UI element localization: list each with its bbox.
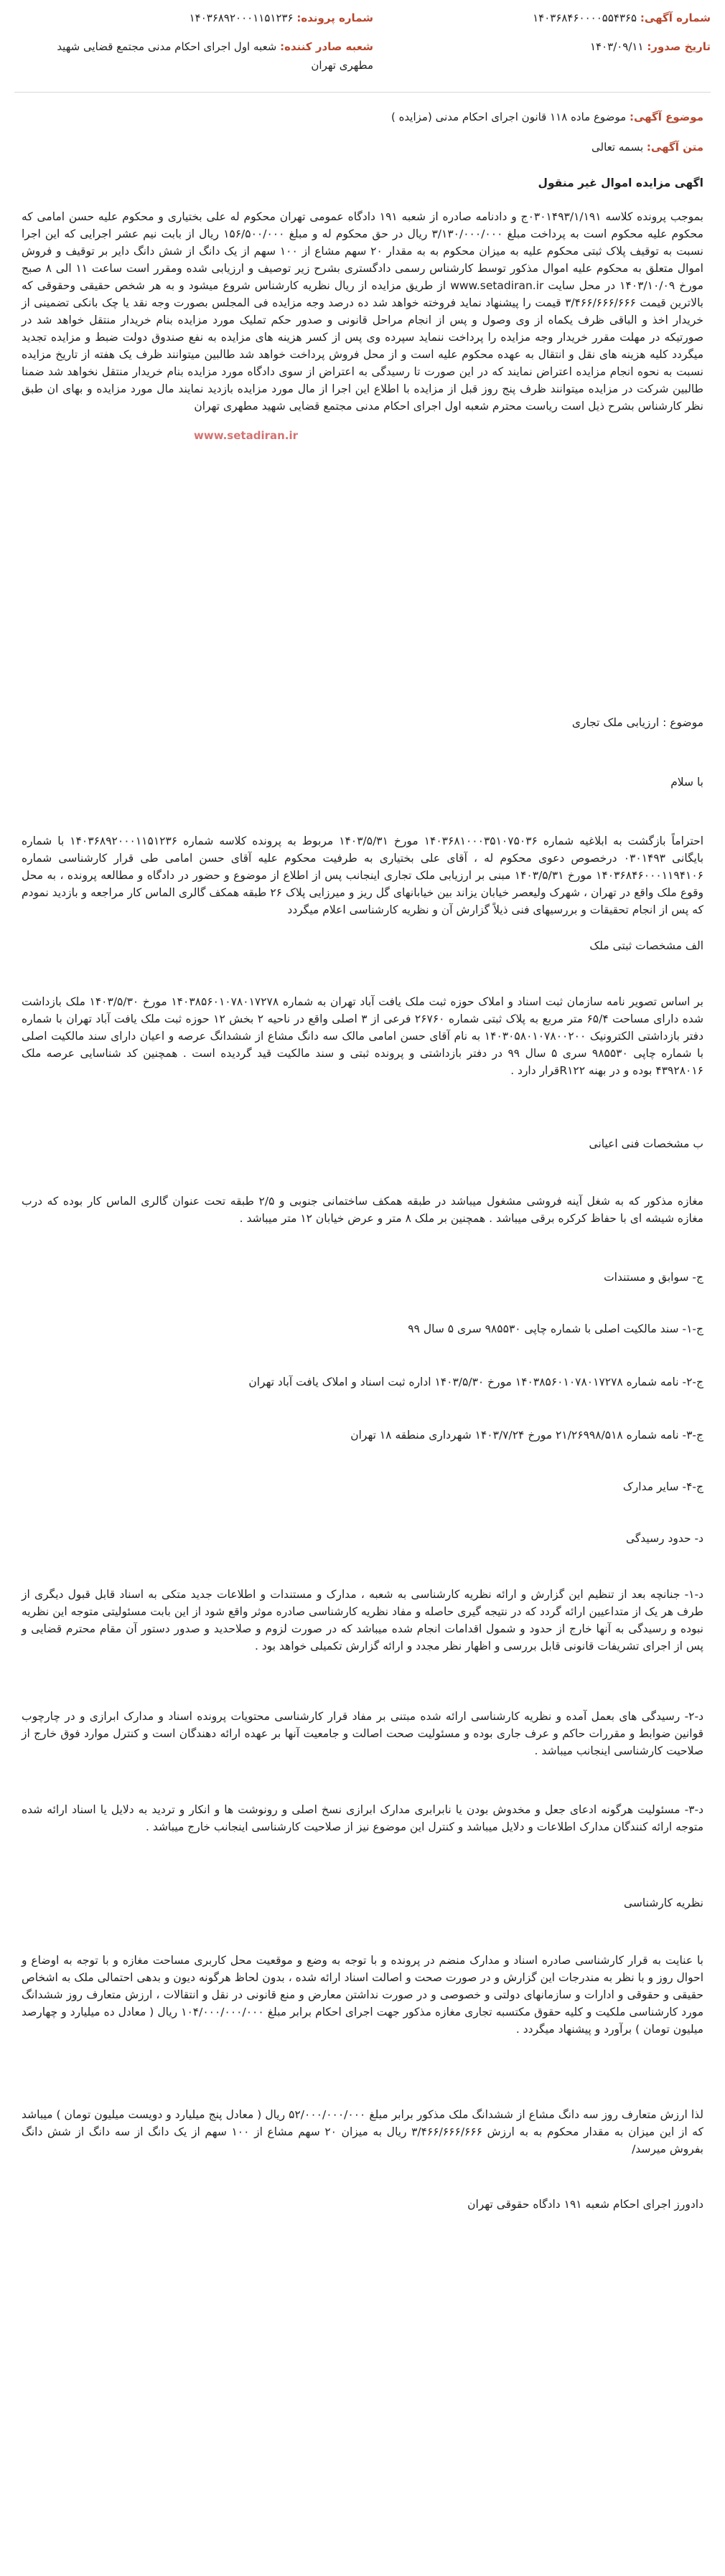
auction-paragraph: بموجب پرونده کلاسه ۰۳۰۱۴۹۳/۱/۱۹۱ج و دادنامه صادره از شعبه ۱۹۱ دادگاه عمومی تهران محکوم له علی بختیاری و محکوم علیه حسن امامی که محکوم علیه محکوم است به پرداخت مبلغ ۳/۱۳۰/۰۰۰/۰۰۰ ریال در حق محکوم له و مبلغ ۱۵۶/۵۰۰/۰۰۰ ریال از بابت نیم عشر اجرایی که این اجرا نسبت به توقیف پلاک ثبتی محکوم علیه به میزان محکوم به به مقدار ۲۰ سهم مشاع از ۱۰۰ سهم از یک دانگ از شش دانگ دایر بر توقیف و فروش اموال متعلق به محکوم علیه اموال مذکور توسط کارشناس رسمی دادگستری بشرح زیر توصیف و ارزیابی شده ومقرر است ساعت ۱۱ الی ۸ صبح مورخ ۱۴۰۳/۱۰/۰۹ در محل سایت www.setadiran.ir از طریق مزایده از ریال نظریه کارشناس شروع میشود و به هر شخص حقیقی وحقوقی که بالاترین قیمت ۳/۴۶۶/۶۶۶/۶۶۶ قیمت را پیشنهاد نماید فروخته خواهد شد ده درصد وجه مزایده فی المجلس بصورت وجه نقد یا چک بانکی تضمینی از خریدار اخذ و الباقی ظرف یکماه از وی وصول و پس از انجام مراحل قانونی و صدور حکم تملیک مورد مزایده بنام خریدار منتقل خواهد شد در صورتیکه در مهلت مقرر خریدار وجه مزایده را پرداخت ننماید سپرده وی پس از کسر هزینه های مزایده به نفع صندوق دولت ضبط و مزایده تجدید میگردد کلیه هزینه های نقل و انتقال به عهده محکوم علیه است و از محل فروش پرداخت خواهد شد طالبین میتوانند ظرف یک هفته از تاریخ مزایده نسبت به نحوه انجام مزایده اعتراض نمایند که در این صورت تا رسیدگی به اعتراض از سوی دادگاه مورد مزایده بنام خریدار منتقل نخواهد شد ضمنا طالبین شرکت در مزایده میتوانند ظرف پنج روز قبل از مزایده با اطلاع این اجرا از مال مورد مزایده بازدید نمایند مال مورد مزایده و بهای ان طبق نظر کارشناس بشرح ذیل است ریاست محترم شعبه اول اجرای احکام مدنی مجتمع قضایی شهید مطهری تهران bbox=[22, 210, 703, 413]
doc-c3: ج-۳- نامه شماره ۲۱/۲۶۹۹۸/۵۱۸ مورخ ۱۴۰۳/۷/۲۴ شهرداری منطقه ۱۸ تهران bbox=[350, 1429, 703, 1442]
clause-d1: د-۱- جنانچه بعد از تنظیم این گزارش و ارائه نظریه کارشناسی به شعبه ، مدارک و مستندات و اطلاعات جدید متکی به اسناد قابل قبول دیگری از طرف هر یک از متداعیین ارائه گردد که در نتیجه گیری حاصله و مفاد نظریه کارشناسی صادره موثر واقع شود از این بابت مسئولیتی متوجه این نظریه نبوده و رسیدگی به آنها خارج از حدود و شمول اقدامات انجام شده میباشد که در صورت لزوم و صلاحدید و صدور دستور آن مقام محترم قضایی و پس از اجرای تشریفات قانونی قابل بررسی و اظهار نظر مجدد و ارائه گزارش تکمیلی خواهد بود . bbox=[22, 1588, 703, 1653]
ad-text-head bbox=[22, 138, 703, 156]
issue-date-label: تاریخ صدور: bbox=[647, 40, 711, 53]
section-a-title: الف مشخصات ثبتی ملک bbox=[589, 939, 703, 952]
issuer-label: شعبه صادر کننده: bbox=[280, 40, 373, 53]
text-heading: بسمه تعالی bbox=[591, 141, 644, 154]
doc-c4: ج-۴- سایر مدارک bbox=[622, 1480, 703, 1493]
section-d-title: د- حدود رسیدگی bbox=[625, 1532, 703, 1545]
site-watermark: www.setadiran.ir bbox=[194, 429, 299, 442]
text-label: متن آگهی: bbox=[646, 141, 703, 154]
ad-number-field bbox=[533, 9, 711, 27]
subject-text: موضوع ماده ۱۱۸ قانون اجرای احکام مدنی (مزایده ) bbox=[390, 111, 627, 123]
subject-label: موضوع آگهی: bbox=[629, 111, 703, 123]
section-c-title: ج- سوابق و مستندات bbox=[604, 1271, 703, 1284]
technical-paragraph: مغازه مذکور که به شغل آینه فروشی مشغول میباشد در طبقه همکف ساختمانی جنوبی و ۲/۵ طبقه تحت عنوان گالری الماس کار بوده که درب مغازه شیشه ای با حفاظ کرکره برقی میباشد . همچنین بر ملک ۸ متر و عرض خیابان ۱۲ متر میباشد . bbox=[22, 1195, 703, 1225]
ad-number-label: شماره آگهی: bbox=[640, 11, 711, 24]
issue-date: ۱۴۰۳/۰۹/۱۱ bbox=[589, 40, 644, 53]
dossier-label: شماره پرونده: bbox=[296, 11, 373, 24]
clause-d3: د-۳- مسئولیت هرگونه ادعای جعل و مخدوش بودن یا نابرابری مدارک ابرازی نسخ اصلی و رونوشت ها و انکار و تردید به دلایل یا اسناد ارائه شده متوجه ارائه کنندگان مدارک اطلاعات و دلایل میباشد و کنترل این موضوع نیز از صلاحیت کارشناسی اینجانب خارج میباشد . bbox=[22, 1803, 703, 1833]
ad-number: ۱۴۰۳۶۸۴۶۰۰۰۰۵۵۴۳۶۵ bbox=[533, 11, 637, 24]
signature-line: دادورز اجرای احکام شعبه ۱۹۱ دادگاه حقوقی تهران bbox=[467, 2198, 703, 2211]
greeting: با سلام bbox=[670, 776, 703, 789]
opinion-title: نظریه کارشناسی bbox=[623, 1896, 703, 1909]
issuer-name: شعبه اول اجرای احکام مدنی مجتمع قضایی شهید مطهری تهران bbox=[57, 40, 373, 72]
section-b-title: ب مشخصات فنی اعیانی bbox=[589, 1137, 703, 1150]
conclusion-paragraph: لذا ارزش متعارف روز سه دانگ مشاع از ششدانگ ملک مذکور برابر مبلغ ۵۲/۰۰۰/۰۰۰/۰۰۰ ریال ( معادل پنج میلیارد و دویست میلیون تومان ) میباشد که از این میزان به مقدار محکوم به به ارزش ۳/۴۶۶/۶۶۶/۶۶۶ ریال به میزان ۲۰ سهم مشاع از ۱۰۰ سهم از یک دانگ از سه دانگ از شش دانگ بفروش میرسد/ bbox=[22, 2108, 704, 2156]
header-divider bbox=[14, 92, 711, 93]
ad-subject bbox=[22, 108, 703, 126]
doc-c1: ج-۱- سند مالکیت اصلی با شماره چاپی ۹۸۵۵۳۰ سری ۵ سال ۹۹ bbox=[408, 1322, 703, 1335]
dossier-field bbox=[190, 9, 373, 27]
ad-header bbox=[14, 0, 711, 93]
issuer-field bbox=[36, 37, 373, 75]
clause-d2: د-۲- رسیدگی های بعمل آمده و نظریه کارشناسی ارائه شده مبتنی بر مفاد قرار کارشناسی محتویات پرونده اسناد و مدارک ابرازی و در چارچوب قوانین ضوابط و مقررات حاکم و عرف جاری بوده و مسئولیت صحت اصالت و جامعیت آنها بر عهده ارائه دهندگان است و کنترل موارد فوق خارج از صلاحیت کارشناسی اینجانب میباشد . bbox=[22, 1710, 703, 1757]
dossier-number: ۱۴۰۳۶۸۹۲۰۰۰۱۱۵۱۲۳۶ bbox=[189, 11, 294, 24]
opinion-paragraph: با عنایت به قرار کارشناسی صادره اسناد و مدارک منضم در پرونده و با توجه به وضع و موقعیت محل کاربری مساحت مغازه و با توجه به اوضاع و احوال روز و با نظر به مندرجات این گزارش و در صورت صحت و اصالت اسناد ارائه شده ، بدون لحاظ هرگونه دیون و بدهی احتمالی ملک به اشخاص حقیقی و حقوقی و ادارات و سازمانهای دولتی و خصوصی و در صورت نداشتن معارض و منع قانونی در نقل و انتقالات ، ارزش متعارف روز ششدانگ مورد کارشناسی ملکیت و کلیه حقوق مکتسبه تجاری مغازه مذکور جهت اجرای احکام برابر مبلغ ۱۰۴/۰۰۰/۰۰۰/۰۰۰ ریال ( معادل ده میلیارد و چهارصد میلیون تومان ) برآورد و پیشنهاد میگردد . bbox=[22, 1954, 703, 2036]
issue-date-field bbox=[590, 37, 711, 56]
registry-paragraph: بر اساس تصویر نامه سازمان ثبت اسناد و املاک حوزه ثبت ملک یافت آباد تهران به شماره ۱۴۰۳۸۵۶۰۱۰۷۸۰۱۷۲۷۸ مورخ ۱۴۰۳/۵/۳۰ ملک بازداشت شده دارای مساحت ۶۵/۴ متر مربع به پلاک ثبتی شماره ۲۶۷۶۰ فرعی از ۳ اصلی واقع در ناحیه ۲ بخش ۱۲ حوزه ثبت ملک یافت آباد تهران با شماره دفتر بازداشتی الکترونیک ۱۴۰۳۰۵۸۰۱۰۷۸۰۰۲۰۰ به نام آقای حسن امامی مالک سه دانگ مشاع از ششدانگ عرصه و اعیان دارای سند مالکیت اصلی با شماره چاپی ۹۸۵۵۳۰ سری ۵ سال ۹۹ در دفتر بازداشتی و پرونده ثبتی و سند مالکیت قید گردیده است . همچنین کد شناسایی عرصه ملک ۴۳۹۲۸۰۱۶ بوده و در بهنه R۱۲۲قرار دارد . bbox=[22, 995, 704, 1077]
auction-title: اگهی مزایده اموال غیر منقول bbox=[538, 177, 703, 189]
report-subject: موضوع : ارزیابی ملک تجاری bbox=[571, 716, 703, 729]
intro-paragraph: احتراماً بازگشت به ابلاغیه شماره ۱۴۰۳۶۸۱۰۰۰۳۵۱۰۷۵۰۳۶ مورخ ۱۴۰۳/۵/۳۱ مربوط به پرونده کلاسه شماره ۱۴۰۳۶۸۹۲۰۰۰۱۱۵۱۲۳۶ با شماره بایگانی ۰۳۰۱۴۹۳ درخصوص دعوی محکوم له ، آقای علی بختیاری به طرفیت محکوم علیه آقای حسن امامی طی قرار کارشناسی شماره ۱۴۰۳۶۸۴۶۰۰۰۱۱۹۴۱۰۶ مورخ ۱۴۰۳/۵/۳۱ مبنی بر ارزیابی ملک تجاری اینجانب پس از اطلاع از موضوع و حضور در دادگاه و مطالعه پرونده ، به محل وقوع ملک واقع در تهران ، شهرک ولیعصر خیابان یزاند بین خیابانهای گل ریز و میرزایی پلاک ۲۶ طبقه همکف گالری الماس کار مراجعه و بازدید نمودم که پس از انجام تحقیقات و بررسیهای فنی ذیلاً گزارش آن و نظریه کارشناسی اعلام میگردد bbox=[22, 835, 704, 916]
doc-c2: ج-۲- نامه شماره ۱۴۰۳۸۵۶۰۱۰۷۸۰۱۷۲۷۸ مورخ ۱۴۰۳/۵/۳۰ اداره ثبت اسناد و املاک یافت آباد تهران bbox=[248, 1376, 703, 1388]
